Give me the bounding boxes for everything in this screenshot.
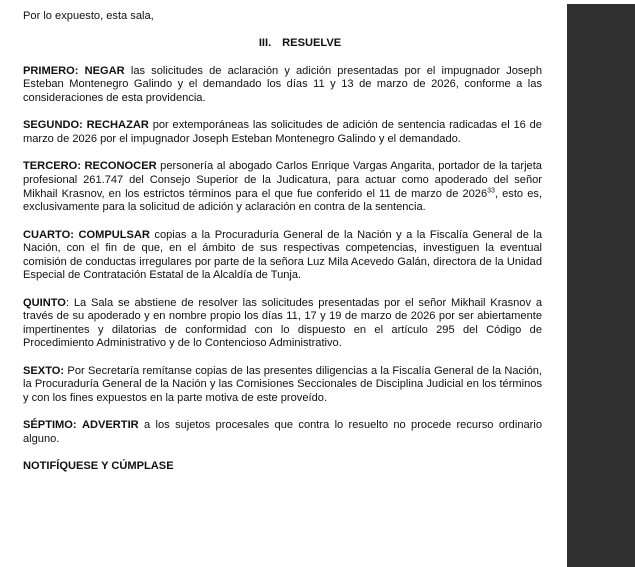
resolution-text: por extemporáneas las solicitudes de adición de sentencia radicadas el 16 de marzo de 2026 por el impugnador Joseph Esteban Montenegro Galindo y el demandado. [23,119,542,145]
resolution-tercero [23,160,542,214]
closing-text: NOTIFÍQUESE Y CÚMPLASE [23,460,174,473]
resolution-septimo [23,419,542,446]
resolution-text: las solicitudes de aclaración y adición presentadas por el impugnador Joseph Esteban Montenegro Galindo y el demandado los días 11 y 13 de marzo de 2026, conforme a las consideraciones de esta providencia. [23,64,542,104]
resolution-ordinal: QUINTO [23,296,66,309]
resolution-verb: COMPULSAR [78,228,150,241]
resolution-cuarto [23,229,542,283]
resolution-verb: RECHAZAR [86,119,149,132]
resolution-text: : La Sala se abstiene de resolver las solicitudes presentadas por el señor Mikhail Krasnov a través de su apoderado y en nombre propio los días 11, 17 y 19 de marzo de 2026 por ser abiertamente impertinentes y dilatorias de conformidad con lo dispuesto en el artículo 295 del Código de Procedimiento Administrativo y de lo Contencioso Administrativo. [23,296,542,350]
resolution-text: copias a la Procuraduría General de la Nación y a la Fiscalía General de la Nación, con el fin de que, en el ámbito de sus respectivas competencias, investiguen la eventual comisión de conductas irregulares por parte de la señora Luz Mila Acevedo Galán, directora de la Unidad Especial de Contratación Estatal de la Alcaldía de Tunja. [23,228,542,282]
resolution-ordinal: SEGUNDO: [23,119,83,132]
resolution-ordinal: PRIMERO: [23,64,79,77]
resolution-ordinal: TERCERO: [23,160,81,173]
resolution-ordinal: SEXTO: [23,364,65,377]
side-panel [567,4,635,567]
section-number: III. [258,37,272,50]
section-heading [23,37,542,51]
resolution-ordinal: CUARTO: [23,228,74,241]
resolution-sexto [23,365,542,406]
resolution-text: Por Secretaría remítanse copias de las presentes diligencias a la Fiscalía General de la Nación, la Procuraduría General de la Nación y las Comisiones Seccionales de Disciplina Judicial en los términos y con los fines expuestos en la parte motiva de este proveído. [23,364,542,405]
footnote-ref[interactable]: 33 [487,186,495,194]
resolution-quinto [23,297,542,351]
resolution-verb: NEGAR [84,64,125,77]
resolution-text: a los sujetos procesales que contra lo resuelto no procede recurso ordinario alguno. [23,419,542,446]
resolution-ordinal: SÉPTIMO: [23,419,77,432]
resolution-verb: ADVERTIR [81,419,139,432]
intro-text: Por lo expuesto, esta sala, [23,10,154,22]
resolution-verb: RECONOCER [84,160,157,173]
resolution-segundo [23,119,542,146]
document-content [23,10,542,474]
resolution-primero [23,65,542,106]
section-title: RESUELVE [282,37,342,50]
resolution-text-after: , esto es, exclusivamente para la solicitud de adición y aclaración en contra de la sentencia. [23,187,542,214]
closing-statement [23,460,542,474]
resolution-text: personería al abogado Carlos Enrique Vargas Angarita, portador de la tarjeta profesional 261.747 del Consejo Superior de la Judicatura, para actuar como apoderado del señor Mikhail Krasnov, en los estrictos términos para el que fue conferido el 11 de marzo de 2026 [23,160,542,200]
